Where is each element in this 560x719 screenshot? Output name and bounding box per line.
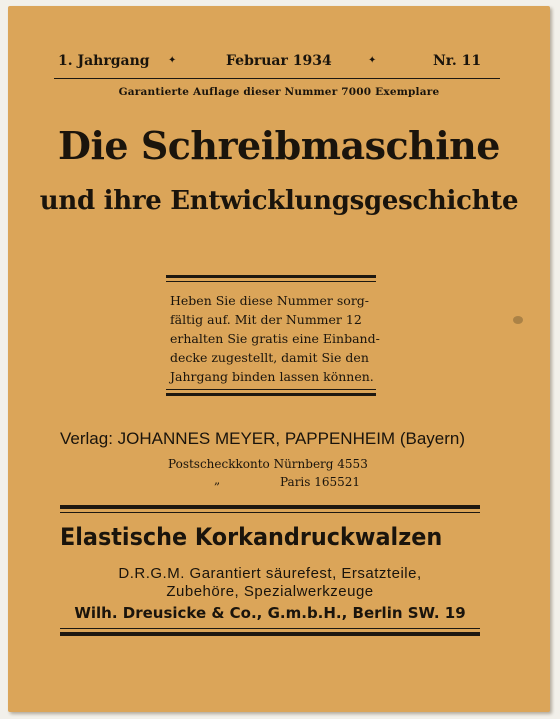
publisher-label: Verlag: — [60, 429, 113, 448]
publisher-name: JOHANNES MEYER, PAPPENHEIM — [117, 429, 396, 448]
subtitle: und ihre Entwicklungsgeschichte — [39, 186, 519, 216]
notice-rule-bottom-thin — [166, 389, 376, 390]
advert-rule-top-thick — [60, 505, 480, 509]
notice-rule-top-thick — [166, 275, 376, 278]
issue-date: Februar 1934 — [226, 53, 332, 69]
circulation-note: Garantierte Auflage dieser Nummer 7000 Exemplare — [118, 86, 440, 98]
publisher-line — [60, 429, 465, 449]
advert-headline: Elastische Korkandruckwalzen — [60, 523, 443, 551]
volume-label: 1. Jahrgang — [58, 53, 150, 69]
advert-rule-top-thin — [60, 512, 480, 513]
main-title: Die Schreibmaschine — [58, 123, 500, 168]
advert-rule-bottom-thin — [60, 628, 480, 629]
notice-line-3: erhalten Sie gratis eine Einband- — [170, 331, 380, 346]
separator-ornament-right: ✦ — [368, 55, 377, 66]
header-rule — [54, 78, 500, 79]
notice-rule-top-thin — [166, 281, 376, 282]
magazine-cover — [8, 6, 550, 712]
advert-line-1: D.R.G.M. Garantiert säurefest, Ersatzteile, — [118, 565, 422, 582]
postal-account-line-2: Paris 165521 — [280, 475, 361, 489]
paper-stain — [513, 316, 523, 324]
notice-line-5: Jahrgang binden lassen können. — [170, 369, 374, 384]
notice-rule-bottom-thick — [166, 393, 376, 396]
publisher-region: (Bayern) — [399, 429, 465, 448]
postal-ditto-mark: „ — [214, 473, 221, 487]
advert-rule-bottom-thick — [60, 632, 480, 636]
notice-line-2: fältig auf. Mit der Nummer 12 — [170, 312, 362, 327]
advert-company-line: Wilh. Dreusicke & Co., G.m.b.H., Berlin SW. 19 — [74, 604, 466, 622]
notice-line-1: Heben Sie diese Nummer sorg- — [170, 293, 370, 308]
advert-line-2: Zubehöre, Spezialwerkzeuge — [166, 583, 374, 600]
postal-account-line-1: Postscheckkonto Nürnberg 4553 — [168, 457, 368, 471]
issue-number: Nr. 11 — [433, 53, 482, 69]
notice-line-4: decke zugestellt, damit Sie den — [170, 350, 369, 365]
separator-ornament-left: ✦ — [168, 55, 177, 66]
